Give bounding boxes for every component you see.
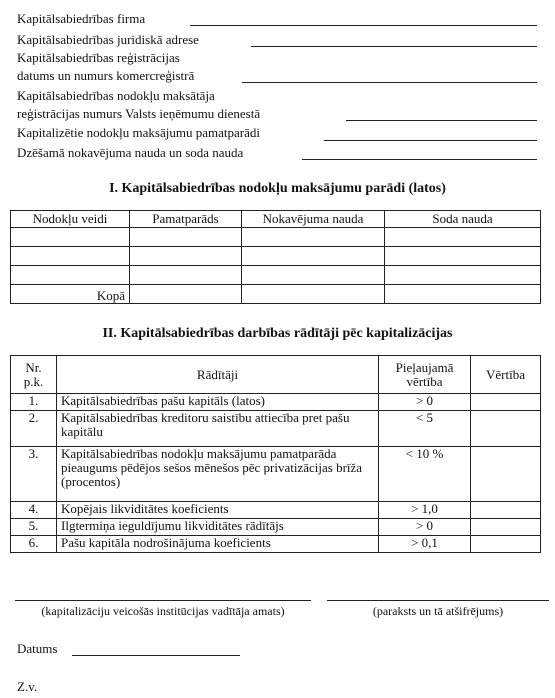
position-caption: (kapitalizāciju veicošās institūcijas vadītāja amats): [41, 604, 285, 618]
row-number: 5.: [11, 519, 57, 536]
indicators-table: [10, 355, 541, 553]
field-line-taxpayer[interactable]: [346, 120, 537, 121]
field-label-penalties: Dzēšamā nokavējuma nauda un soda nauda: [17, 145, 244, 160]
col-header-value: Vērtība: [471, 356, 541, 394]
table-cell[interactable]: [11, 228, 130, 247]
seal-label: Z.v.: [17, 679, 38, 694]
table-cell[interactable]: [11, 247, 130, 266]
table-cell[interactable]: [385, 247, 541, 266]
table-cell[interactable]: [242, 266, 385, 285]
field-label-capitalized-debt: Kapitalizētie nodokļu maksājumu pamatparādi: [17, 125, 260, 140]
table-cell[interactable]: [130, 285, 242, 304]
row-indicator: Ilgtermiņa ieguldījumu likviditātes rādītājs: [57, 519, 379, 536]
position-signature-line[interactable]: [15, 600, 311, 601]
total-row: [11, 285, 541, 304]
tax-debt-table: [10, 210, 541, 304]
table-cell[interactable]: [11, 266, 130, 285]
col-header-allowed: Pieļaujamā vērtība: [379, 356, 471, 394]
table-header-row: [11, 356, 541, 394]
field-label-address: Kapitālsabiedrības juridiskā adrese: [17, 32, 199, 47]
row-value[interactable]: [471, 394, 541, 411]
table-row: [11, 502, 541, 519]
table-row: [11, 411, 541, 447]
table-row: [11, 228, 541, 247]
field-label-firm: Kapitālsabiedrības firma: [17, 11, 146, 26]
table-cell[interactable]: [242, 247, 385, 266]
signature-caption: (paraksts un tā atšifrējums): [372, 604, 504, 618]
col-header-penalty: Soda nauda: [385, 211, 541, 228]
row-indicator: Pašu kapitāla nodrošinājuma koeficients: [57, 536, 379, 553]
row-allowed: < 5: [379, 411, 471, 447]
field-line-capitalized-debt[interactable]: [324, 140, 537, 141]
field-line-registration[interactable]: [242, 82, 537, 83]
col-header-nr: Nr. p.k.: [11, 356, 57, 394]
row-indicator: Kapitālsabiedrības kreditoru saistību attiecība pret pašu kapitālu: [57, 411, 379, 447]
table-row: [11, 536, 541, 553]
row-allowed: > 0,1: [379, 536, 471, 553]
table-cell[interactable]: [242, 285, 385, 304]
row-number: 6.: [11, 536, 57, 553]
row-allowed: > 0: [379, 519, 471, 536]
row-number: 2.: [11, 411, 57, 447]
row-indicator: Kopējais likviditātes koeficients: [57, 502, 379, 519]
section-1-title: I. Kapitālsabiedrības nodokļu maksājumu parādi (latos): [109, 181, 446, 196]
row-indicator: Kapitālsabiedrības nodokļu maksājumu pamatparāda pieaugums pēdējos sešos mēnešos pēc privatizācijas brīža (procentos): [57, 447, 379, 502]
row-value[interactable]: [471, 519, 541, 536]
total-label: Kopā: [11, 285, 130, 304]
row-number: 3.: [11, 447, 57, 502]
col-header-indicator: Rādītāji: [57, 356, 379, 394]
signature-line[interactable]: [327, 600, 549, 601]
field-label-taxpayer-2: reģistrācijas numurs Valsts ieņēmumu dienestā: [17, 106, 261, 121]
col-header-principal: Pamatparāds: [130, 211, 242, 228]
table-cell[interactable]: [242, 228, 385, 247]
row-value[interactable]: [471, 536, 541, 553]
date-line[interactable]: [72, 655, 240, 656]
row-value[interactable]: [471, 411, 541, 447]
row-allowed: < 10 %: [379, 447, 471, 502]
row-indicator: Kapitālsabiedrības pašu kapitāls (latos): [57, 394, 379, 411]
row-value[interactable]: [471, 447, 541, 502]
table-cell[interactable]: [130, 266, 242, 285]
field-line-penalties[interactable]: [302, 159, 537, 160]
table-cell[interactable]: [385, 285, 541, 304]
table-cell[interactable]: [385, 228, 541, 247]
table-row: [11, 394, 541, 411]
table-cell[interactable]: [130, 247, 242, 266]
table-row: [11, 519, 541, 536]
field-label-registration-2: datums un numurs komercreģistrā: [17, 68, 195, 83]
table-row: [11, 266, 541, 285]
field-label-taxpayer-1: Kapitālsabiedrības nodokļu maksātāja: [17, 88, 215, 103]
table-cell[interactable]: [385, 266, 541, 285]
row-allowed: > 0: [379, 394, 471, 411]
table-cell[interactable]: [130, 228, 242, 247]
date-label: Datums: [17, 641, 58, 656]
row-allowed: > 1,0: [379, 502, 471, 519]
section-2-title: II. Kapitālsabiedrības darbības rādītāji pēc kapitalizācijas: [102, 326, 453, 341]
table-header-row: [11, 211, 541, 228]
row-number: 4.: [11, 502, 57, 519]
row-number: 1.: [11, 394, 57, 411]
row-value[interactable]: [471, 502, 541, 519]
table-row: [11, 247, 541, 266]
field-line-firm[interactable]: [190, 25, 537, 26]
col-header-tax-type: Nodokļu veidi: [11, 211, 130, 228]
table-row: [11, 447, 541, 502]
field-label-registration-1: Kapitālsabiedrības reģistrācijas: [17, 50, 180, 65]
field-line-address[interactable]: [251, 46, 537, 47]
col-header-late-fee: Nokavējuma nauda: [242, 211, 385, 228]
